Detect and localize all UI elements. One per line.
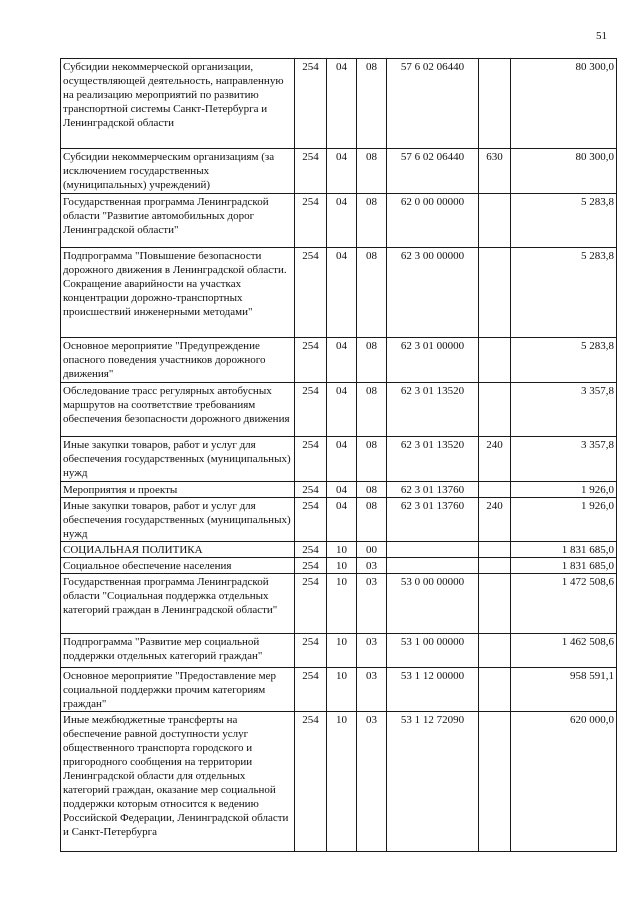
row-expense-type — [479, 482, 511, 498]
row-target-article — [387, 542, 479, 558]
row-subsection: 08 — [357, 498, 387, 542]
row-expense-type — [479, 634, 511, 668]
row-expense-type — [479, 383, 511, 437]
row-target-article: 62 3 00 00000 — [387, 248, 479, 338]
row-amount: 958 591,1 — [511, 668, 617, 712]
row-target-article: 53 1 12 72090 — [387, 712, 479, 852]
row-subsection: 03 — [357, 574, 387, 634]
table-row — [61, 437, 617, 482]
row-admin-code: 254 — [295, 668, 327, 712]
row-amount: 1 831 685,0 — [511, 558, 617, 574]
row-amount: 620 000,0 — [511, 712, 617, 852]
row-expense-type: 630 — [479, 149, 511, 194]
row-target-article: 53 1 00 00000 — [387, 634, 479, 668]
row-name: Государственная программа Ленинградской области "Социальная поддержка отдельных категорий граждан в Ленинградской области" — [61, 574, 295, 634]
row-admin-code: 254 — [295, 482, 327, 498]
row-target-article: 62 3 01 00000 — [387, 338, 479, 383]
row-name: Иные закупки товаров, работ и услуг для обеспечения государственных (муниципальных) нужд — [61, 498, 295, 542]
row-name: Подпрограмма "Повышение безопасности дорожного движения в Ленинградской области. Сокращение аварийности на участках концентрации дорожно-транспортных происшествий инженерными методами" — [61, 248, 295, 338]
table-row — [61, 383, 617, 437]
row-section: 04 — [327, 482, 357, 498]
row-amount: 5 283,8 — [511, 248, 617, 338]
row-subsection: 08 — [357, 383, 387, 437]
table-row — [61, 668, 617, 712]
row-amount: 1 831 685,0 — [511, 542, 617, 558]
row-section: 04 — [327, 498, 357, 542]
row-target-article: 62 3 01 13520 — [387, 437, 479, 482]
row-section: 04 — [327, 59, 357, 149]
row-subsection: 03 — [357, 668, 387, 712]
page-number: 51 — [596, 30, 607, 42]
table-row — [61, 498, 617, 542]
table-row — [61, 482, 617, 498]
row-admin-code: 254 — [295, 558, 327, 574]
row-admin-code: 254 — [295, 59, 327, 149]
row-subsection: 08 — [357, 194, 387, 248]
row-admin-code: 254 — [295, 542, 327, 558]
row-section: 10 — [327, 574, 357, 634]
row-section: 04 — [327, 248, 357, 338]
row-name: Обследование трасс регулярных автобусных маршрутов на соответствие требованиям обеспечения безопасности дорожного движения — [61, 383, 295, 437]
row-admin-code: 254 — [295, 437, 327, 482]
row-subsection: 08 — [357, 59, 387, 149]
row-expense-type: 240 — [479, 498, 511, 542]
row-name: СОЦИАЛЬНАЯ ПОЛИТИКА — [61, 542, 295, 558]
row-section: 10 — [327, 558, 357, 574]
table-row — [61, 338, 617, 383]
table-row — [61, 542, 617, 558]
budget-table — [60, 58, 617, 852]
row-section: 04 — [327, 149, 357, 194]
row-expense-type — [479, 558, 511, 574]
row-target-article: 62 3 01 13760 — [387, 498, 479, 542]
row-name: Субсидии некоммерческим организациям (за исключением государственных (муниципальных) учреждений) — [61, 149, 295, 194]
row-name: Мероприятия и проекты — [61, 482, 295, 498]
row-name: Иные межбюджетные трансферты на обеспечение равной доступности услуг общественного транспорта городского и пригородного сообщения на территории Ленинградской области для отдельных категорий граждан, оказание мер социальной поддержки которым относится к ведению Российской Федерации, Ленинградской области и Санкт-Петербурга — [61, 712, 295, 852]
table-row — [61, 634, 617, 668]
row-expense-type — [479, 338, 511, 383]
row-expense-type — [479, 712, 511, 852]
row-admin-code: 254 — [295, 338, 327, 383]
row-amount: 5 283,8 — [511, 338, 617, 383]
row-expense-type — [479, 668, 511, 712]
row-expense-type — [479, 59, 511, 149]
row-expense-type: 240 — [479, 437, 511, 482]
table-row — [61, 149, 617, 194]
row-section: 04 — [327, 437, 357, 482]
row-admin-code: 254 — [295, 248, 327, 338]
row-amount: 3 357,8 — [511, 437, 617, 482]
row-name: Основное мероприятие "Предупреждение опасного поведения участников дорожного движения" — [61, 338, 295, 383]
row-admin-code: 254 — [295, 574, 327, 634]
row-target-article — [387, 558, 479, 574]
row-expense-type — [479, 194, 511, 248]
row-subsection: 08 — [357, 437, 387, 482]
row-name: Государственная программа Ленинградской области "Развитие автомобильных дорог Ленинградской области" — [61, 194, 295, 248]
row-subsection: 08 — [357, 248, 387, 338]
row-admin-code: 254 — [295, 634, 327, 668]
row-amount: 1 926,0 — [511, 482, 617, 498]
row-section: 10 — [327, 542, 357, 558]
row-subsection: 08 — [357, 338, 387, 383]
table-row — [61, 194, 617, 248]
row-section: 10 — [327, 668, 357, 712]
row-target-article: 62 0 00 00000 — [387, 194, 479, 248]
row-target-article: 62 3 01 13760 — [387, 482, 479, 498]
row-amount: 80 300,0 — [511, 59, 617, 149]
row-subsection: 03 — [357, 712, 387, 852]
row-expense-type — [479, 574, 511, 634]
row-subsection: 03 — [357, 558, 387, 574]
row-admin-code: 254 — [295, 498, 327, 542]
row-section: 04 — [327, 194, 357, 248]
row-target-article: 53 0 00 00000 — [387, 574, 479, 634]
row-section: 04 — [327, 338, 357, 383]
row-section: 04 — [327, 383, 357, 437]
row-amount: 3 357,8 — [511, 383, 617, 437]
row-admin-code: 254 — [295, 712, 327, 852]
row-subsection: 08 — [357, 482, 387, 498]
row-target-article: 62 3 01 13520 — [387, 383, 479, 437]
row-target-article: 57 6 02 06440 — [387, 59, 479, 149]
row-expense-type — [479, 248, 511, 338]
table-row — [61, 558, 617, 574]
row-subsection: 03 — [357, 634, 387, 668]
row-subsection: 08 — [357, 149, 387, 194]
row-amount: 80 300,0 — [511, 149, 617, 194]
row-target-article: 53 1 12 00000 — [387, 668, 479, 712]
row-admin-code: 254 — [295, 383, 327, 437]
row-amount: 1 472 508,6 — [511, 574, 617, 634]
row-expense-type — [479, 542, 511, 558]
row-name: Иные закупки товаров, работ и услуг для обеспечения государственных (муниципальных) нужд — [61, 437, 295, 482]
table-row — [61, 248, 617, 338]
row-name: Социальное обеспечение населения — [61, 558, 295, 574]
row-admin-code: 254 — [295, 194, 327, 248]
row-section: 10 — [327, 712, 357, 852]
row-subsection: 00 — [357, 542, 387, 558]
row-name: Подпрограмма "Развитие мер социальной поддержки отдельных категорий граждан" — [61, 634, 295, 668]
table-row — [61, 59, 617, 149]
row-amount: 1 926,0 — [511, 498, 617, 542]
row-admin-code: 254 — [295, 149, 327, 194]
row-name: Субсидии некоммерческой организации, осуществляющей деятельность, направленную на реализацию мероприятий по развитию транспортной системы Санкт-Петербурга и Ленинградской области — [61, 59, 295, 149]
row-section: 10 — [327, 634, 357, 668]
row-name: Основное мероприятие "Предоставление мер социальной поддержки прочим категориям граждан" — [61, 668, 295, 712]
row-target-article: 57 6 02 06440 — [387, 149, 479, 194]
row-amount: 1 462 508,6 — [511, 634, 617, 668]
table-row — [61, 712, 617, 852]
table-row — [61, 574, 617, 634]
row-amount: 5 283,8 — [511, 194, 617, 248]
